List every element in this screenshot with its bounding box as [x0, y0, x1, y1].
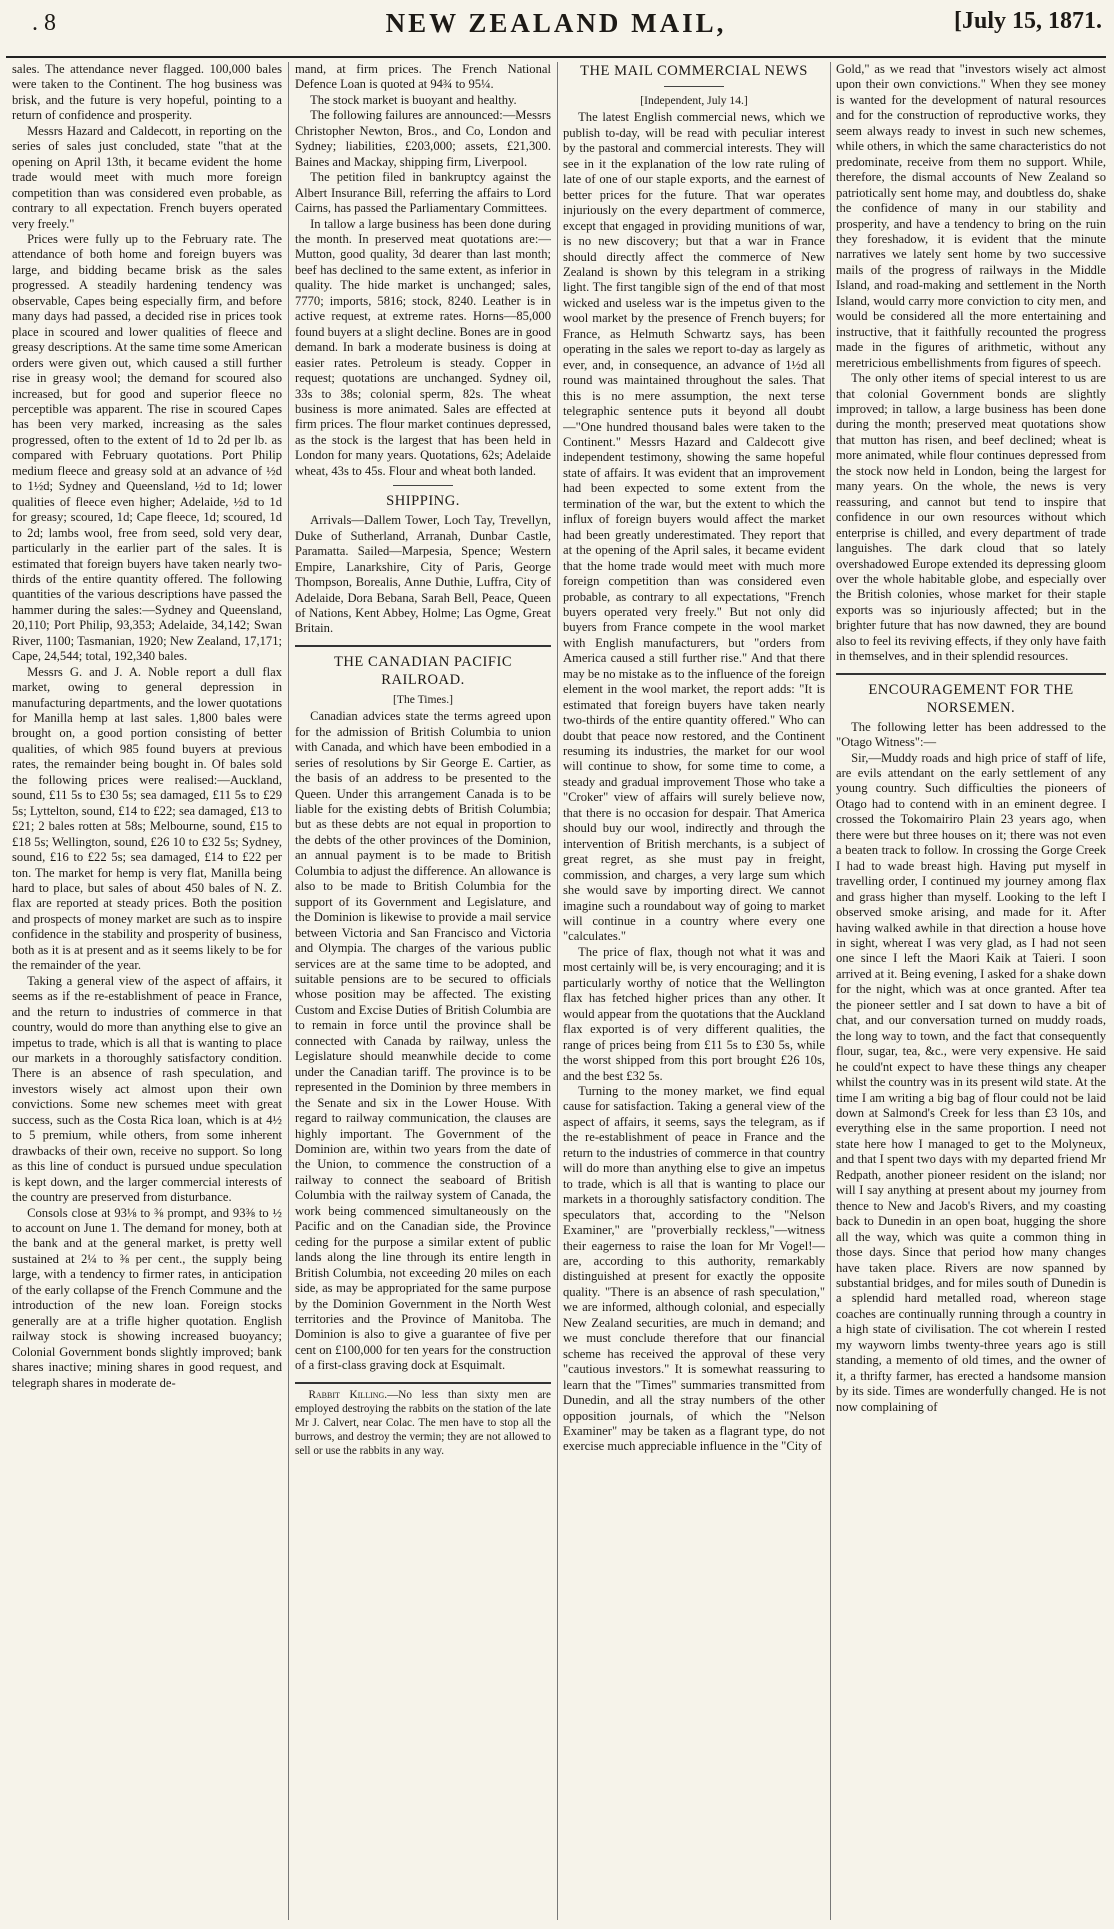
- newspaper-title: NEW ZEALAND MAIL,: [385, 8, 727, 38]
- paragraph: Messrs G. and J. A. Noble report a dull flax market, owing to general depression in manufacturing departments, and the lower quotations for Manilla hemp at last sales. 1,800 bales were brought on, a good portion consisting of better qualities, of which 985 found buyers at previous rates, the remainder being bought in. Of bales sold the following prices were realised:—Auckland, sound, £11 5s to £30 5s; sea damaged, £11 5s to £29 5s; Lyttelton, sound, £14 to £22; sea damaged, £13 to £21; 2 bales rotten at 58s; Melbourne, sound, £15 to £18 5s; Wellington, sound, £26 10 to £32 5s; Sydney, sound, £16 to £22 5s; sea damaged, £14 to £22 per ton. The market for hemp is very flat, Manilla being hard to place, but sales of about 450 bales of N. Z. flax are reported at steady prices. Both the position and prospects of money market are such as to inspire confidence in the stability and prosperity of business, both as it is at present and as it seems likely to be for the remainder of the year.: [12, 664, 282, 973]
- paragraph: Gold," as we read that "investors wisely act almost upon their own convictions." When they see money is wanted for the development of natural resources and for the construction of reproductive works, they seem always ready to invest in such new schemes, while others, in which the same characteristics do not predominate, receive from them no support. While, therefore, the dismal accounts of New Zealand so patriotically sent home may, and doubtless do, shake the confidence of many in our stability and prosperity, and have a tendency to bring on the ruin they foreshadow, it is evident that the minute narratives we lately sent home by two successive mails of the progress of railways in the Middle Island, and road-making and settlement in the North Island, would carry more conviction to city men, and would be considered all the more entertaining and instructive, that it faithfully recounted the progress made in the figures of arithmetic, without any meretricious embellishments from figures of speech.: [836, 62, 1106, 370]
- section-divider: [295, 645, 551, 647]
- page-number: . 8: [32, 10, 56, 36]
- paragraph: The price of flax, though not what it was and most certainly will be, is very encouraging; and it is particularly worthy of notice that the Wellington flax has fetched higher prices than any other. It would appear from the quotations that the Auckland flax exported is of very different qualities, the range of prices being from £11 5s to £30 5s, while the worst shipped from this port brought £26 10s, and the best £32 5s.: [563, 944, 825, 1083]
- paragraph: sales. The attendance never flagged. 100,000 bales were taken to the Continent. The hog business was brisk, and the future is very hopeful, pointing to a return of confidence and prosperity.: [12, 62, 282, 123]
- section-heading-norsemen: ENCOURAGEMENT FOR THE NORSEMEN.: [868, 681, 1074, 716]
- column-rule: [288, 62, 289, 1920]
- paragraph: Taking a general view of the aspect of affairs, it seems as if the re-establishment of peace in France, and the return to industries of commerce in that country, would do more than anything else to give an impetus to trade, which is all that is wanting to place our markets in a thoroughly satisfactory condition. There is an absence of rash speculation, and investors wisely act almost upon their own convictions. Some new schemes meet with great success, such as the Costa Rica loan, which is at 4½ to 5 premium, while others, from some inherent drawbacks of their own, receive no support. So long as this line of conduct is pursued undue speculation is kept down, and the larger commercial interests of the country are preserved from disturbance.: [12, 973, 282, 1205]
- column-rule: [830, 62, 831, 1920]
- column-3: [563, 62, 825, 1920]
- section-heading-shipping: SHIPPING.: [386, 493, 460, 510]
- article-source: [The Times.]: [393, 692, 453, 706]
- item-text: —No less than sixty men are employed destroying the rabbits on the station of the late Mr J. Calvert, near Colac. The men have to stop all the burrows, and destroy the vermin; they are not allowed to sell or use the rabbits in any way.: [295, 1388, 551, 1457]
- paragraph: The only other items of special interest to us are that colonial Government bonds are slightly improved; in tallow, a large business has been done during the month; preserved meat quotations show that mutton has risen, and beef declined; wheat is more animated, while flour continues depressed from the stock now held in London, being the largest for many years. On the whole, the news is very reassuring, and cannot but tend to inspire that confidence in our own resources without which enterprise is chilled, and every department of trade languishes. The dark cloud that so lately overshadowed Europe extended its depressing gloom over the whole habitable globe, and especially over the British colonies, whose market for their staple exports was so injuriously affected; but in the brighter future that has now dawned, they are bound also to feel its reviving effects, if they only have faith in themselves, and in their splendid resources.: [836, 371, 1106, 664]
- column-1: [12, 62, 282, 1920]
- paragraph: Consols close at 93⅛ to ⅜ prompt, and 93⅜ to ½ to account on June 1. The demand for money, both at the bank and at the general market, is pretty well sustained at 2¼ to ⅜ per cent., the supply being large, with a tendency to firmer rates, in anticipation of the early collapse of the French Commune and the introduction of the new loan. Foreign stocks generally are at a trifle higher quotation. English railway stock is showing increased buoyancy; Colonial Government bonds slightly improved; bank shares inactive; mining shares in good request, and telegraph shares in moderate de-: [12, 1205, 282, 1390]
- masthead: [6, 6, 1106, 58]
- paragraph: Messrs Hazard and Caldecott, in reporting on the series of sales just concluded, state "that at the opening on April 13th, it became evident the home trade would meet with much more foreign competition than was considered even probable, as contrary to all expectation. French buyers operated very freely.": [12, 123, 282, 231]
- article-source: [Independent, July 14.]: [640, 94, 748, 107]
- column-2: [295, 62, 551, 1920]
- paragraph: The stock market is buoyant and healthy.: [310, 92, 517, 107]
- column-rule: [557, 62, 558, 1920]
- section-heading-commercial-news: THE MAIL COMMERCIAL NEWS: [580, 63, 808, 79]
- section-divider: [664, 86, 724, 87]
- paragraph: Prices were fully up to the February rate. The attendance of both home and foreign buyers was large, and bidding became brisk as the sales progressed. A steadily hardening tendency was observable, Capes being especially firm, and before many days had passed, a decided rise in prices took place in scoured and lower qualities of fleece and greasy descriptions. At the same time some American orders were given out, which caused a still further rise in greasy wool; the demand for scoured also increased, but for good and superior fleece no perceptible was apparent. The rise in scoured Capes has been very marked, increasing as the sales progressed, often to the extent of 1d to 2d per lb. as compared with February quotations. Port Philip medium fleece and greasy sold at an advance of ½d to 1½d; Sydney and Queensland, ½d to 1d; lower qualities of fleece even higher; Adelaide, ½d to 1d for greasy; scoured, 1d; Cape fleece, 1d; scoured, 1d to 2d; lambs wool, free from seed, sold very dear, particularly in the earlier part of the sales. It is estimated that foreign buyers have taken nearly two-thirds of the entire quantity offered. The following quantities of the various descriptions have passed the hammer during the sales:—Sydney and Queensland, 20,110; Port Philip, 93,353; Adelaide, 34,142; Swan River, 1100; Tasmanian, 1920; New Zealand, 17,171; Cape, 24,544; total, 192,340 bales.: [12, 231, 282, 664]
- paragraph: Turning to the money market, we find equal cause for satisfaction. Taking a general view of the aspect of affairs, it seems, says the telegram, as if the re-establishment of peace in France and the return to the industries of commerce in that country will do more than anything else to give an impetus to trade, which is all that is wanting to place our markets in a thoroughly satisfactory condition. The speculators that, according to the "Nelson Examiner," are "proverbially reckless,"—witness their eagerness to raise the loan for Mr Vogel!—are, according to this authority, remarkably distinguished at present for exactly the opposite quality. "There is an absence of rash speculation," we are informed, although colonial, and especially New Zealand securities, are much in demand; and we must conclude therefore that our financial scheme has received the approval of these very "cautious investors." It is somewhat reassuring to learn that the "Times" summaries transmitted from Dunedin, and all the stray numbers of the other opposition journals, of which the "Nelson Examiner" may be taken as a flagrant type, do not exercise much appreciable influence in the "City of: [563, 1084, 825, 1454]
- news-item-rabbit-killing: [295, 1388, 551, 1458]
- paragraph: The latest English commercial news, which we publish to-day, will be read with peculiar interest by the pastoral and commercial interests. They will see in it the explanation of the low rate ruling of late of one of our staple exports, and the earnest of better prices for the future. That war operates injuriously on the every department of commerce, except that engaged in providing munitions of war, is no new discovery; but that a war in France should directly affect the commerce of New Zealand is shown by this telegram in a striking light. The first tangible sign of the end of that most wicked and useless war is the impetus given to the wool market by the presence of French buyers; for France, as Helmuth Schwartz says, has been operating in the sales we report to-day as largely as ever, and, in consequence, an advance of 1½d all round was maintained throughout the sales. That this is no mere assumption, the next terse telegraphic sentence puts it beyond all doubt—"One hundred thousand bales were taken to the Continent." Messrs Hazard and Caldecott give independent testimony, showing the same hopeful state of affairs. It was evident that an improvement had been expected to some extent from the termination of the war, but the extent to which the influx of foreign buyers would affect the market had been greatly underestimated. They report that at the opening of the April sales, it became evident that the home trade would meet with much more foreign competition than was considered even probable, as contrary to all expectations, "French buyers operated very freely." But not only did buyers from France compete in the wool market with English manufacturers, but "orders from America caused a still further rise." And that there may be no mistake as to the influence of the foreign element in the wool market, the report adds: "It is estimated that foreign buyers have taken nearly two-thirds of the entire quantity offered." Who can doubt that peace now restored, and the Continent resuming its industries, the market for our wool will continue to show, for some time to come, a steady and gradual improvement Those who take a "Croker" view of affairs will surely believe now, that there is no occasion for despair. That America should buy our wool, indirectly and through the intervention of British merchants, is a subject of great regret, as she must pay in freight, commission, and charges, a very large sum which she would save by importing direct. We cannot imagine such a roundabout way of going to market will continue in a country where every one "calculates.": [563, 110, 825, 944]
- paragraph: Canadian advices state the terms agreed upon for the admission of British Columbia to union with Canada, and which have been embodied in a series of resolutions by Sir George E. Cartier, as the basis of an address to be presented to the Queen. Under this arrangement Canada is to be liable for the existing debts of British Columbia; but as these debts are not equal in proportion to the debts of the other provinces of the Dominion, an annual payment is to be made to British Columbia to adjust the difference. An allowance is also to be made to British Columbia for the support of its Government and Legislature, and the Dominion is likewise to provide a mail service between Victoria and San Francisco and Victoria and Olympia. The charges of the various public services are at the same time to be adopted, and suitable pensions are to be secured to officials whose position may be affected. The existing Custom and Excise Duties of British Columbia are to remain in force until the province shall be connected with Canada by railway, unless the Legislature should meanwhile decide to come under the Canadian tariff. The province is to be represented in the Dominion by three members in the Senate and six in the Lower House. With regard to railway communication, the clauses are highly important. The Government of the Dominion are, within two years from the date of the Union, to commence the construction of a railway to connect the seaboard of British Columbia with the railway system of Canada, the work being commenced simultaneously on the Pacific and on the Canadian side, the Province ceding for the purpose a similar extent of public lands along the line through its entire length in British Columbia, not exceeding 20 miles on each side, as may be appropriated for the same purpose by the Dominion Government in the North West territories and the Province of Manitoba. The Dominion is also to give a guarantee of five per cent on £100,000 for ten years for the construction of a first-class graving dock at Esquimalt.: [295, 709, 551, 1373]
- section-divider: [295, 1382, 551, 1384]
- item-lead: Rabbit Killing.: [308, 1388, 388, 1401]
- section-divider: [393, 485, 453, 486]
- paragraph: Sir,—Muddy roads and high price of staff of life, are evils attendant on the early settlement of any young country. Such difficulties the pioneers of Otago had to contend with in an eminent degree. I crossed the Tokomairiro Plain 23 years ago, when there were but three houses on it; there was not even a beaten track to follow. In crossing the Gorge Creek I had to wade breast high. Having put myself in travelling order, I continued my journey among flax and grass higher than myself. Looking to the left I observed smoke arising, and made for it. After having walked awhile in that direction a house hove in sight, whereat I was very glad, as I had not seen one since I left the Maori Kaik at Taieri. I soon arrived at it. Being evening, I asked for a shake down for the night, which was at once granted. After tea the pioneer settler and I sat down to have a bit of chat, and our conversation turned on muddy roads, the long way to town, and the fact that consequently flour, sugar, tea, &c., were very expensive. He said he could'nt expect to have these things any cheaper whilst the country was in its present wild state. At the time I am writing a big bag of flour could not be laid down at Salmond's Creek for less than £3 10s, and everything else in the same proportion. I need not state here how I managed to get to the Molyneux, and that I spent two days with my departed friend Mr Redpath, another pioneer resident on the island; nor will I say anything at present about my journey from thence to New and Jacob's Rivers, and my coasting back to Dunedin in an open boat, hugging the shore all the way, which was quite a common thing in those days. Since that period how many changes have taken place. Rivers are now spanned by substantial bridges, and for miles south of Dunedin is a splendid hard metalled road, whereon stage coaches are continually running through a country in a high state of civilisation. The cot wherein I rested my wayworn limbs twenty-three years ago is still standing, a memento of old times, and the owner of it, a thrifty farmer, has erected a handsome mansion by its side. Times are wonderfully changed. He is not now complaining of: [836, 750, 1106, 1414]
- paragraph: Arrivals—Dallem Tower, Loch Tay, Trevellyn, Duke of Sutherland, Arranah, Dunbar Castle, Paramatta. Sailed—Marpesia, Spence; Western Empire, Lanarkshire, City of Paris, George Thompson, Borealis, Anne Duthie, Luffra, City of Adelaide, Dora Bebana, Sarah Bell, Peace, Queen of Nations, Kent Abbey, Holme; Las Ogme, Great Britain.: [295, 513, 551, 636]
- paragraph: mand, at firm prices. The French National Defence Loan is quoted at 94¾ to 95¼.: [295, 62, 551, 92]
- section-divider: [836, 673, 1106, 675]
- column-4: [836, 62, 1106, 1920]
- paragraph: The petition filed in bankruptcy against the Albert Insurance Bill, referring the affairs to Lord Cairns, has passed the Parliamentary Committees.: [295, 170, 551, 216]
- section-heading-canadian-railroad: THE CANADIAN PACIFIC RAILROAD.: [333, 653, 513, 688]
- paragraph: In tallow a large business has been done during the month. In preserved meat quotations are:—Mutton, good quality, 3d dearer than last month; beef has declined to the same extent, as inferior in quality. The hide market is unchanged; sales, 7770; imports, 5816; stock, 8240. Leather is in active request, at extreme rates. Horns—85,000 found buyers at a slight decline. Bones are in good demand. In bark a moderate business is doing at easier rates. Petroleum is steady. Copper in request; quotations are unchanged. Sydney oil, 33s to 38s; colonial sperm, 82s. The wheat business is more animated. Sales are effected at firm prices. The flour market continues depressed, as the stock is the largest that has been held in London for many years. Quotations, 62s; Adelaide wheat, 43s to 45s. Flour and wheat both landed.: [295, 216, 551, 478]
- paragraph: The following failures are announced:—Messrs Christopher Newton, Bros., and Co, London and Sydney; liabilities, £203,000; assets, £21,300. Baines and Mackay, shipping firm, Liverpool.: [295, 108, 551, 169]
- paragraph: The following letter has been addressed to the "Otago Witness":—: [836, 719, 1106, 750]
- issue-date: [July 15, 1871.: [953, 8, 1102, 34]
